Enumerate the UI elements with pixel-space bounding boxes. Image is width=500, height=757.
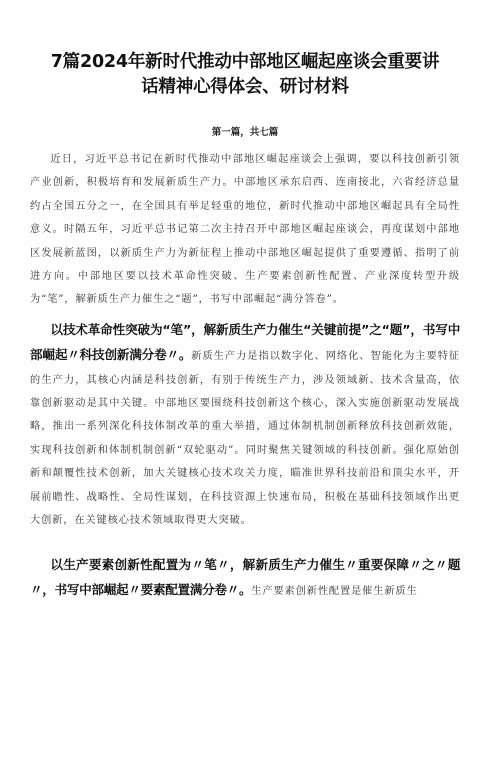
- section-1-body: 新质生产力是指以数字化、网络化、智能化为主要特征的生产力，其核心内涵是科技创新，有别于传统生产力，涉及领域新、技术含量高，依靠创新驱动是其中关键。中部地区要围绕科技创新这个核心，深入实施创新驱动发展战略，推出一系列深化科技体制改革的重大举措，通过体制机制创新释放科技创新效能，实现科技创新和体制机制创新“双轮驱动”。同时聚焦关键领域的科技创新。强化原始创新和颠覆性技术创新，加大关键核心技术攻关力度，瞄准世界科技前沿和顶尖水平，开展前瞻性、战略性、全局性谋划，在科技资源上快速布局，积极在基础科技领域作出更大创新，在关键核心技术领域取得更大突破。: [30, 351, 460, 527]
- section-1-heading: 以技术革命性突破为“笔”，解新质生产力催生“关键前提”之“题”，书写中部崛起〃科技创新满分卷〃。: [30, 321, 460, 363]
- title-line-1: 7篇2024年新时代推动中部地区崛起座谈会重要讲: [50, 52, 440, 72]
- section-1-paragraph: [30, 318, 460, 533]
- document-title: [30, 50, 460, 100]
- intro-paragraph: 近日，习近平总书记在新时代推动中部地区崛起座谈会上强调，要以科技创新引领产业创新，积极培育和发展新质生产力。中部地区承东启西、连南接北，六省经济总量约占全国五分之一，在全国具有举足轻重的地位，新时代推动中部地区崛起具有全局性意义。时隔五年，习近平总书记第二次主持召开中部地区崛起座谈会，再度谋划中部地区发展新蓝图，以新质生产力为新征程上推动中部地区崛起提供了重要遵循、指明了前进方向。中部地区要以技术革命性突破、生产要素创新性配置、产业深度转型升级为“笔”，解新质生产力催生之“题”，书写中部崛起“满分答卷”。: [30, 154, 460, 306]
- document-page: [0, 50, 500, 757]
- section-2-heading: 以生产要素创新性配置为〃笔〃，解新质生产力催生〃重要保障〃之〃题〃，书写中部崛起〃要素配置满分卷〃。: [30, 556, 460, 597]
- section-2-paragraph: [30, 553, 460, 604]
- section-2-body: 生产要素创新性配置是催生新质生: [251, 585, 418, 597]
- section-subtitle: 第一篇，共七篇: [211, 127, 279, 138]
- title-line-2: 话精神心得体会、研讨材料: [141, 77, 349, 97]
